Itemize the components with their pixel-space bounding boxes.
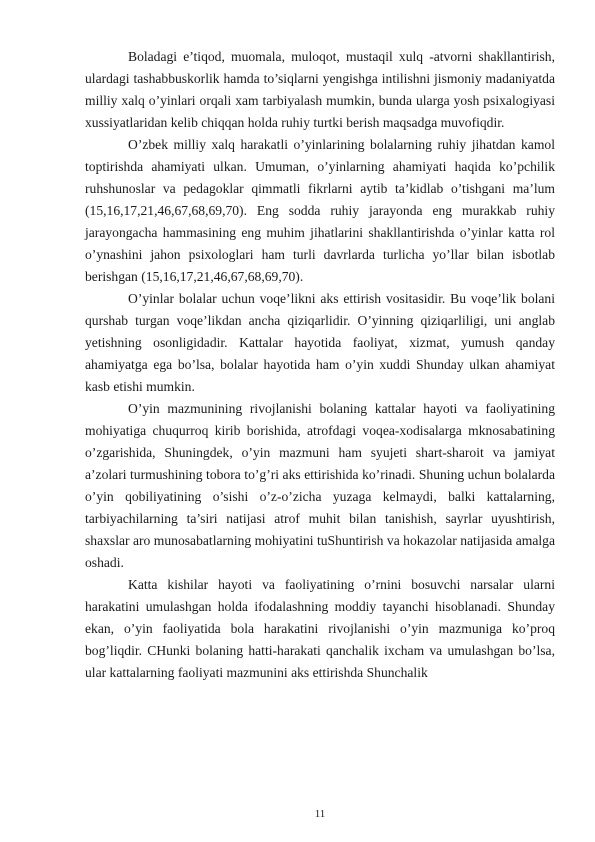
- paragraph-3: O’yinlar bolalar uchun voqe’likni aks ettirish vositasidir. Bu voqe’lik bolani qurshab turgan voqe’likdan ancha qiziqarlidir. O’yinning qiziqarliligi, uni anglab yetishning osonligidadir. Kattalar hayotida faoliyat, xizmat, yumush qanday ahamiyatga ega bo’lsa, bolalar hayotida ham o’yin xuddi Shunday ulkan ahamiyat kasb etishi mumkin.: [85, 291, 555, 394]
- paragraph-2: O’zbek milliy xalq harakatli o’yinlarining bolalarning ruhiy jihatdan kamol toptirishda ahamiyati ulkan. Umuman, o’yinlarning ahamiyati haqida ko’pchilik ruhshunoslar va pedagoklar qimmatli fikrlarni aytib ta’kidlab o’tishgani ma’lum (15,16,17,21,46,67,68,69,70). Eng sodda ruhiy jarayonda eng murakkab ruhiy jarayongacha hammasining eng muhim jihatlarini shakllantirishda o’yinlar katta rol o’ynashini jahon psixologlari ham turli davrlarda turlicha yo’llar bilan isbotlab berishgan (15,16,17,21,46,67,68,69,70).: [85, 137, 555, 284]
- page-number: 11: [314, 808, 326, 820]
- paragraph-1: Boladagi e’tiqod, muomala, muloqot, mustaqil xulq -atvorni shakllantirish, ulardagi tashabbuskorlik hamda to’siqlarni yengishga intilishni jismoniy madaniyatda milliy xalq o’yinlari orqali xam tarbiyalash mumkin, bunda ularga yosh psixalogiyasi xussiyatlaridan kelib chiqqan holda ruhiy turtki berish maqsadga muvofiqdir.: [85, 49, 555, 130]
- paragraph-5: Katta kishilar hayoti va faoliyatining o’rnini bosuvchi narsalar ularni harakatini umulashgan holda ifodalashning moddiy tayanchi hisoblanadi. Shunday ekan, o’yin faoliyatida bola harakatini rivojlanishi o’yin mazmuniga ko’proq bog’liqdir. CHunki bolaning hatti-harakati qanchalik ixcham va umulashgan bo’lsa, ular kattalarning faoliyati mazmunini aks ettirishda Shunchalik: [85, 577, 555, 680]
- document-body: [85, 46, 555, 684]
- paragraph-4: O’yin mazmunining rivojlanishi bolaning kattalar hayoti va faoliyatining mohiyatiga chuqurroq kirib borishida, atrofdagi voqea-xodisalarga mknosabatining o’zgarishida, Shuningdek, o’yin mazmuni ham syujeti shart-sharoit va jamiyat a’zolari turmushining tobora to’g’ri aks ettirishida ko’rinadi. Shuning uchun bolalarda o’yin qobiliyatining o’sishi o’z-o’zicha yuzaga kelmaydi, balki kattalarning, tarbiyachilarning ta’siri natijasi atrof muhit bilan tanishish, sayrlar uyushtirish, shaxslar aro munosabatlarning mohiyatini tuShuntirish va hokazolar natijasida amalga oshadi.: [85, 401, 555, 570]
